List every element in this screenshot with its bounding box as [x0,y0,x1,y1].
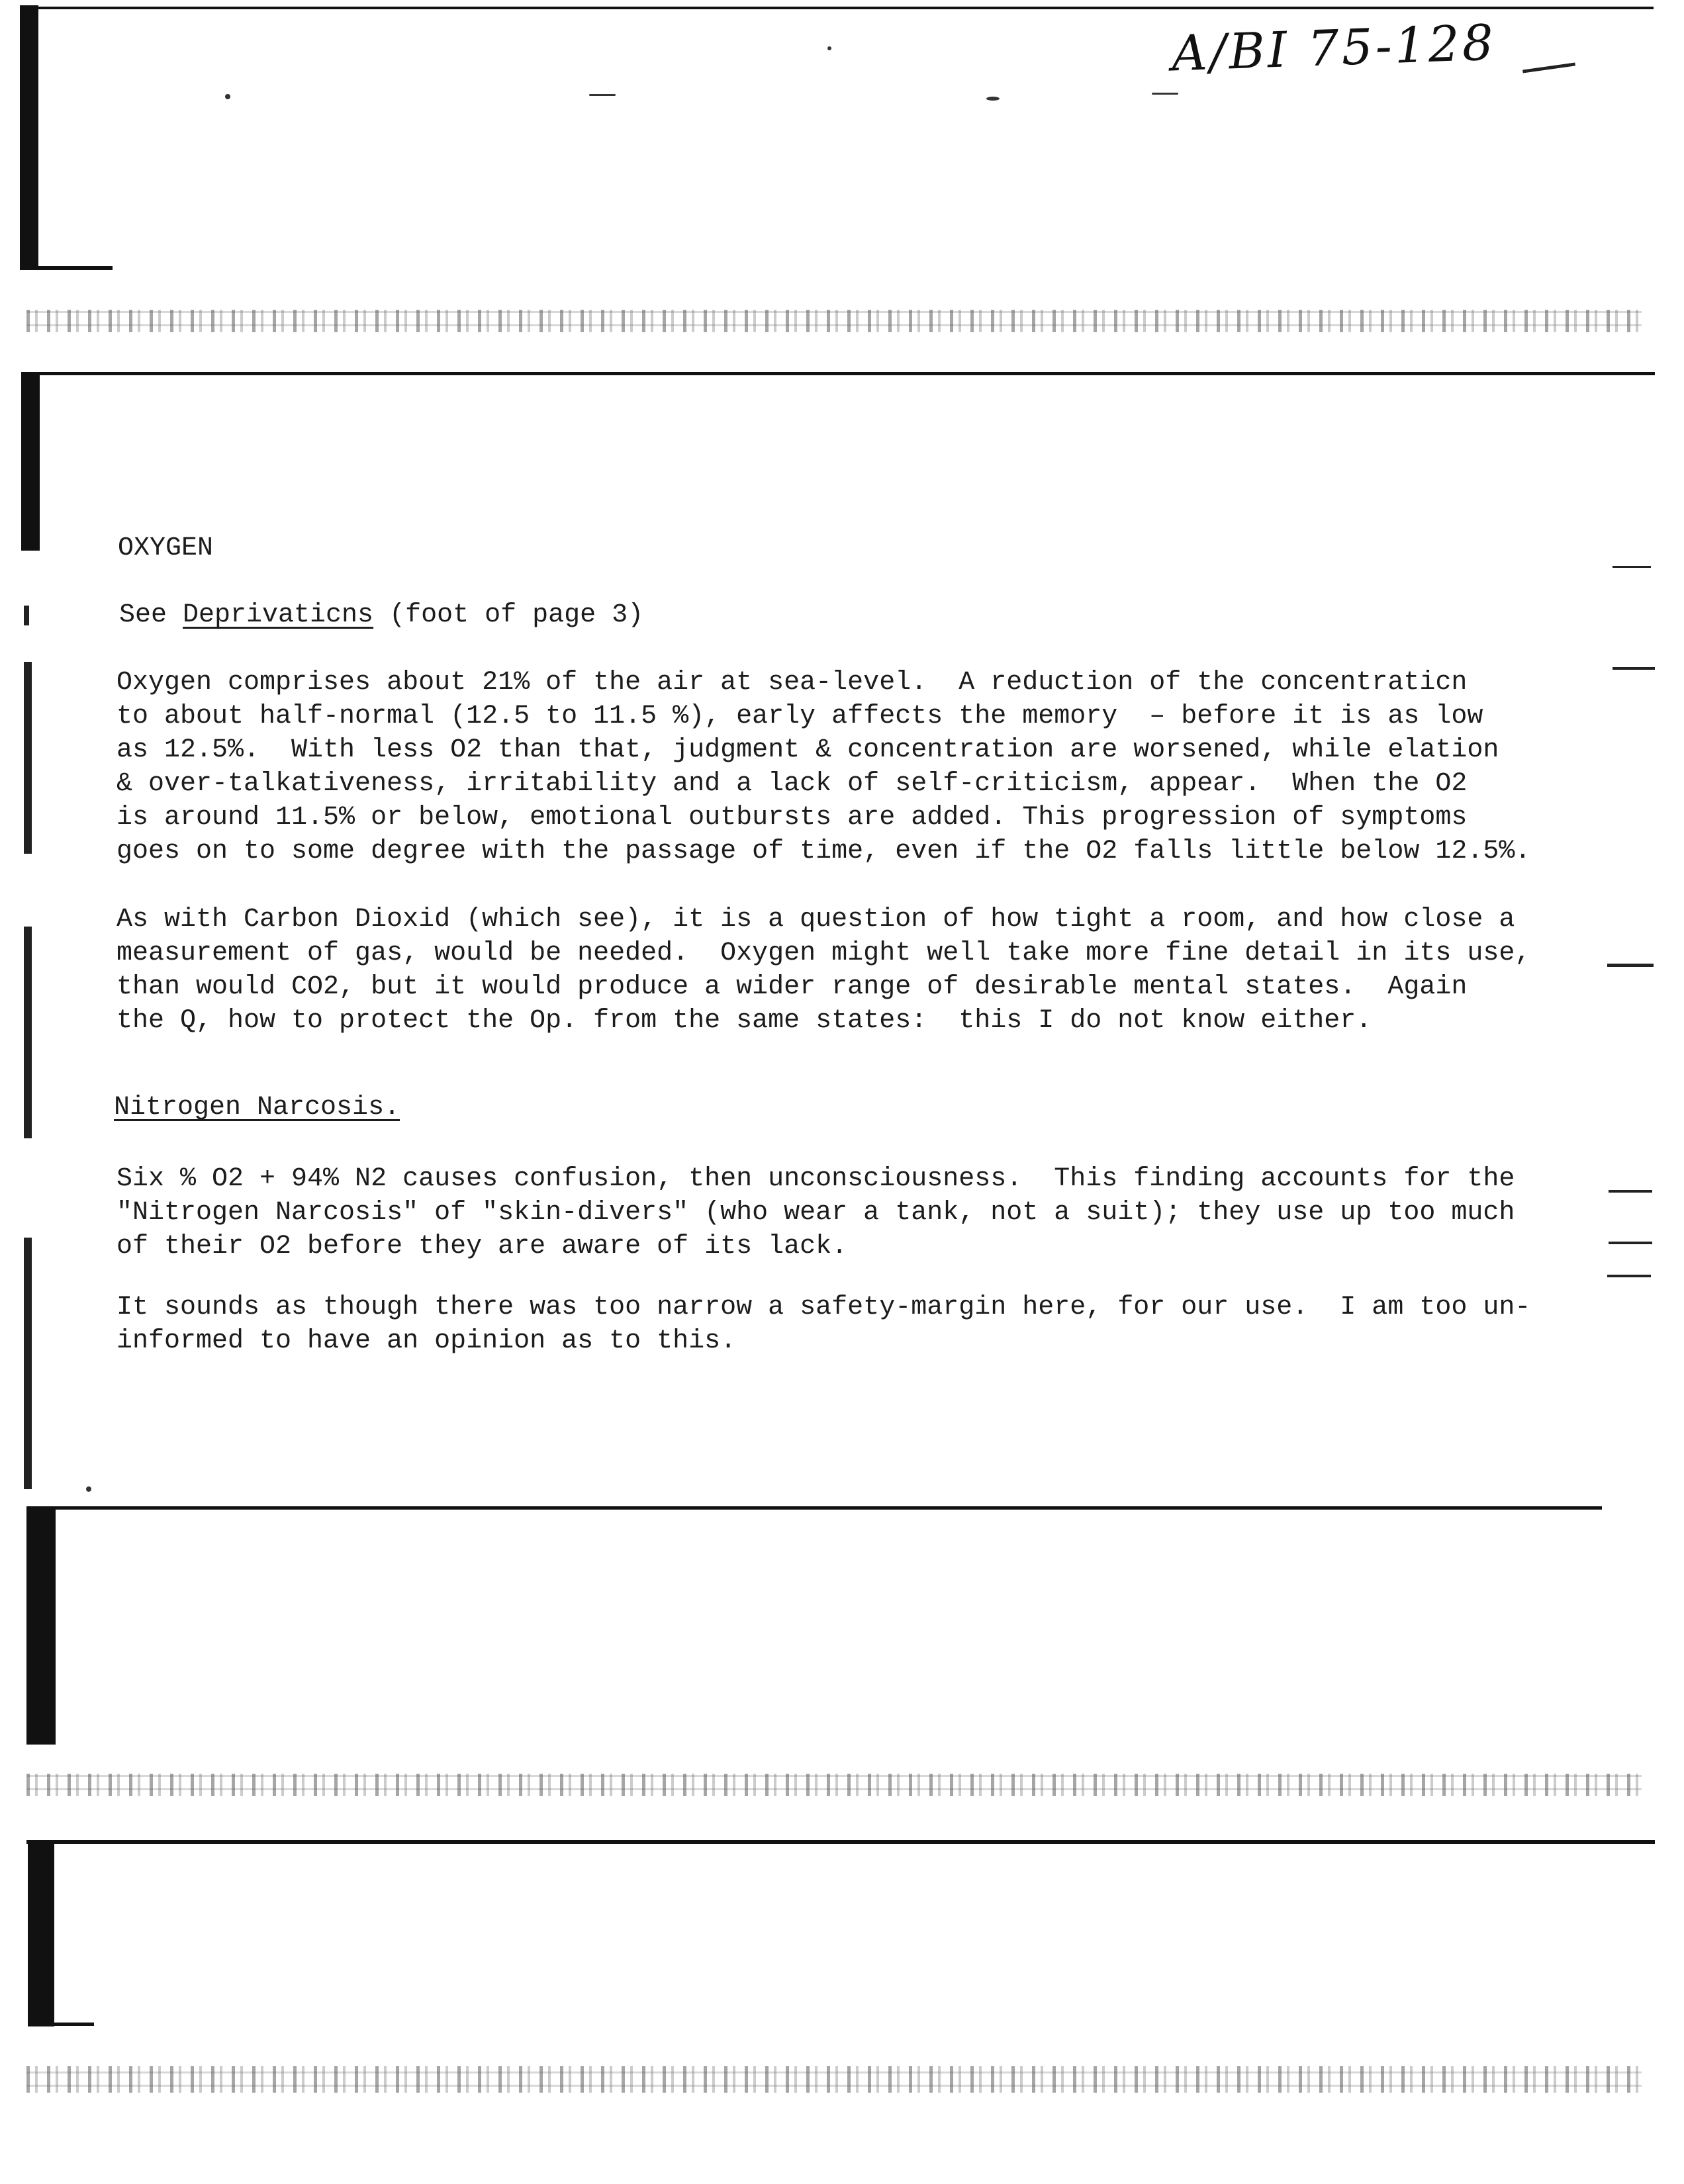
right-margin-mark [1613,667,1655,670]
top-rule [38,7,1654,9]
left-margin-mark [24,1238,32,1489]
speck [589,94,616,96]
speck [827,46,831,50]
scan-noise-band [26,310,1642,332]
speck [1152,93,1178,95]
handwritten-document-id: A/BI 75-128 [1170,14,1497,83]
text-line: As with Carbon Dioxid (which see), it is a question of how tight a room, and how close a [117,905,1515,934]
see-prefix: See [119,600,183,630]
text-line: to about half-normal (12.5 to 11.5 %), early affects the memory – before it is as low [117,702,1483,731]
handwritten-stroke [1522,62,1575,73]
text-line: informed to have an opinion as to this. [117,1326,737,1356]
right-margin-mark [1607,964,1654,967]
right-margin-mark [1609,1190,1652,1193]
left-bracket-bottom [28,1841,54,2026]
text-line: as 12.5%. With less O2 than that, judgment & concentration are worsened, while elation [117,735,1499,765]
left-bracket-lower [26,1506,56,1745]
see-suffix: (foot of page 3) [373,600,644,630]
deprivations-reference: Deprivaticns [183,600,374,630]
text-line: the Q, how to protect the Op. from the same states: this I do not know either. [117,1006,1372,1036]
text-line: Oxygen comprises about 21% of the air at sea-level. A reduction of the concentraticn [117,668,1468,698]
text-line: is around 11.5% or below, emotional outbursts are added. This progression of symptoms [117,803,1468,833]
text-line: It sounds as though there was too narrow a safety-margin here, for our use. I am too un- [117,1293,1531,1322]
text-line: than would CO2, but it would produce a wider range of desirable mental states. Again [117,972,1468,1002]
right-margin-mark [1607,1275,1651,1277]
section-title-nitrogen-narcosis: Nitrogen Narcosis. [114,1093,400,1122]
oxygen-paragraph-2 [117,903,1530,1038]
speck [86,1486,91,1492]
text-line: of their O2 before they are aware of its lack. [117,1232,848,1261]
right-margin-mark [1609,1242,1652,1244]
nitrogen-paragraph-2 [117,1291,1530,1358]
speck [986,97,1000,101]
nitrogen-paragraph-1 [117,1162,1515,1263]
oxygen-paragraph-1 [117,666,1530,868]
text-line: & over-talkativeness, irritability and a lack of self-criticism, appear. When the O2 [117,769,1468,799]
left-bracket-main [21,372,40,551]
left-bracket-top [20,5,38,270]
section-title-oxygen: OXYGEN [118,533,214,563]
text-line: "Nitrogen Narcosis" of "skin-divers" (who wear a tank, not a suit); they use up too much [117,1198,1515,1228]
right-margin-mark [1613,566,1651,568]
left-margin-mark [24,606,29,625]
top-section-bottom-rule [20,266,113,270]
cross-reference-line [119,600,643,631]
text-line: measurement of gas, would be needed. Oxygen might well take more fine detail in its use, [117,938,1531,968]
scan-noise-band [26,2066,1642,2093]
speck [225,94,230,99]
left-margin-mark [24,927,32,1138]
text-line: goes on to some degree with the passage of time, even if the O2 falls little below 12.5%. [117,837,1531,866]
main-section-bottom-rule [26,1506,1602,1510]
main-section-top-rule [26,372,1655,375]
scan-noise-band [26,1774,1642,1796]
left-margin-mark [24,662,32,854]
bottom-section-top-rule [26,1840,1655,1844]
bottom-section-base-rule [28,2023,94,2026]
text-line: Six % O2 + 94% N2 causes confusion, then unconsciousness. This finding accounts for the [117,1164,1515,1194]
